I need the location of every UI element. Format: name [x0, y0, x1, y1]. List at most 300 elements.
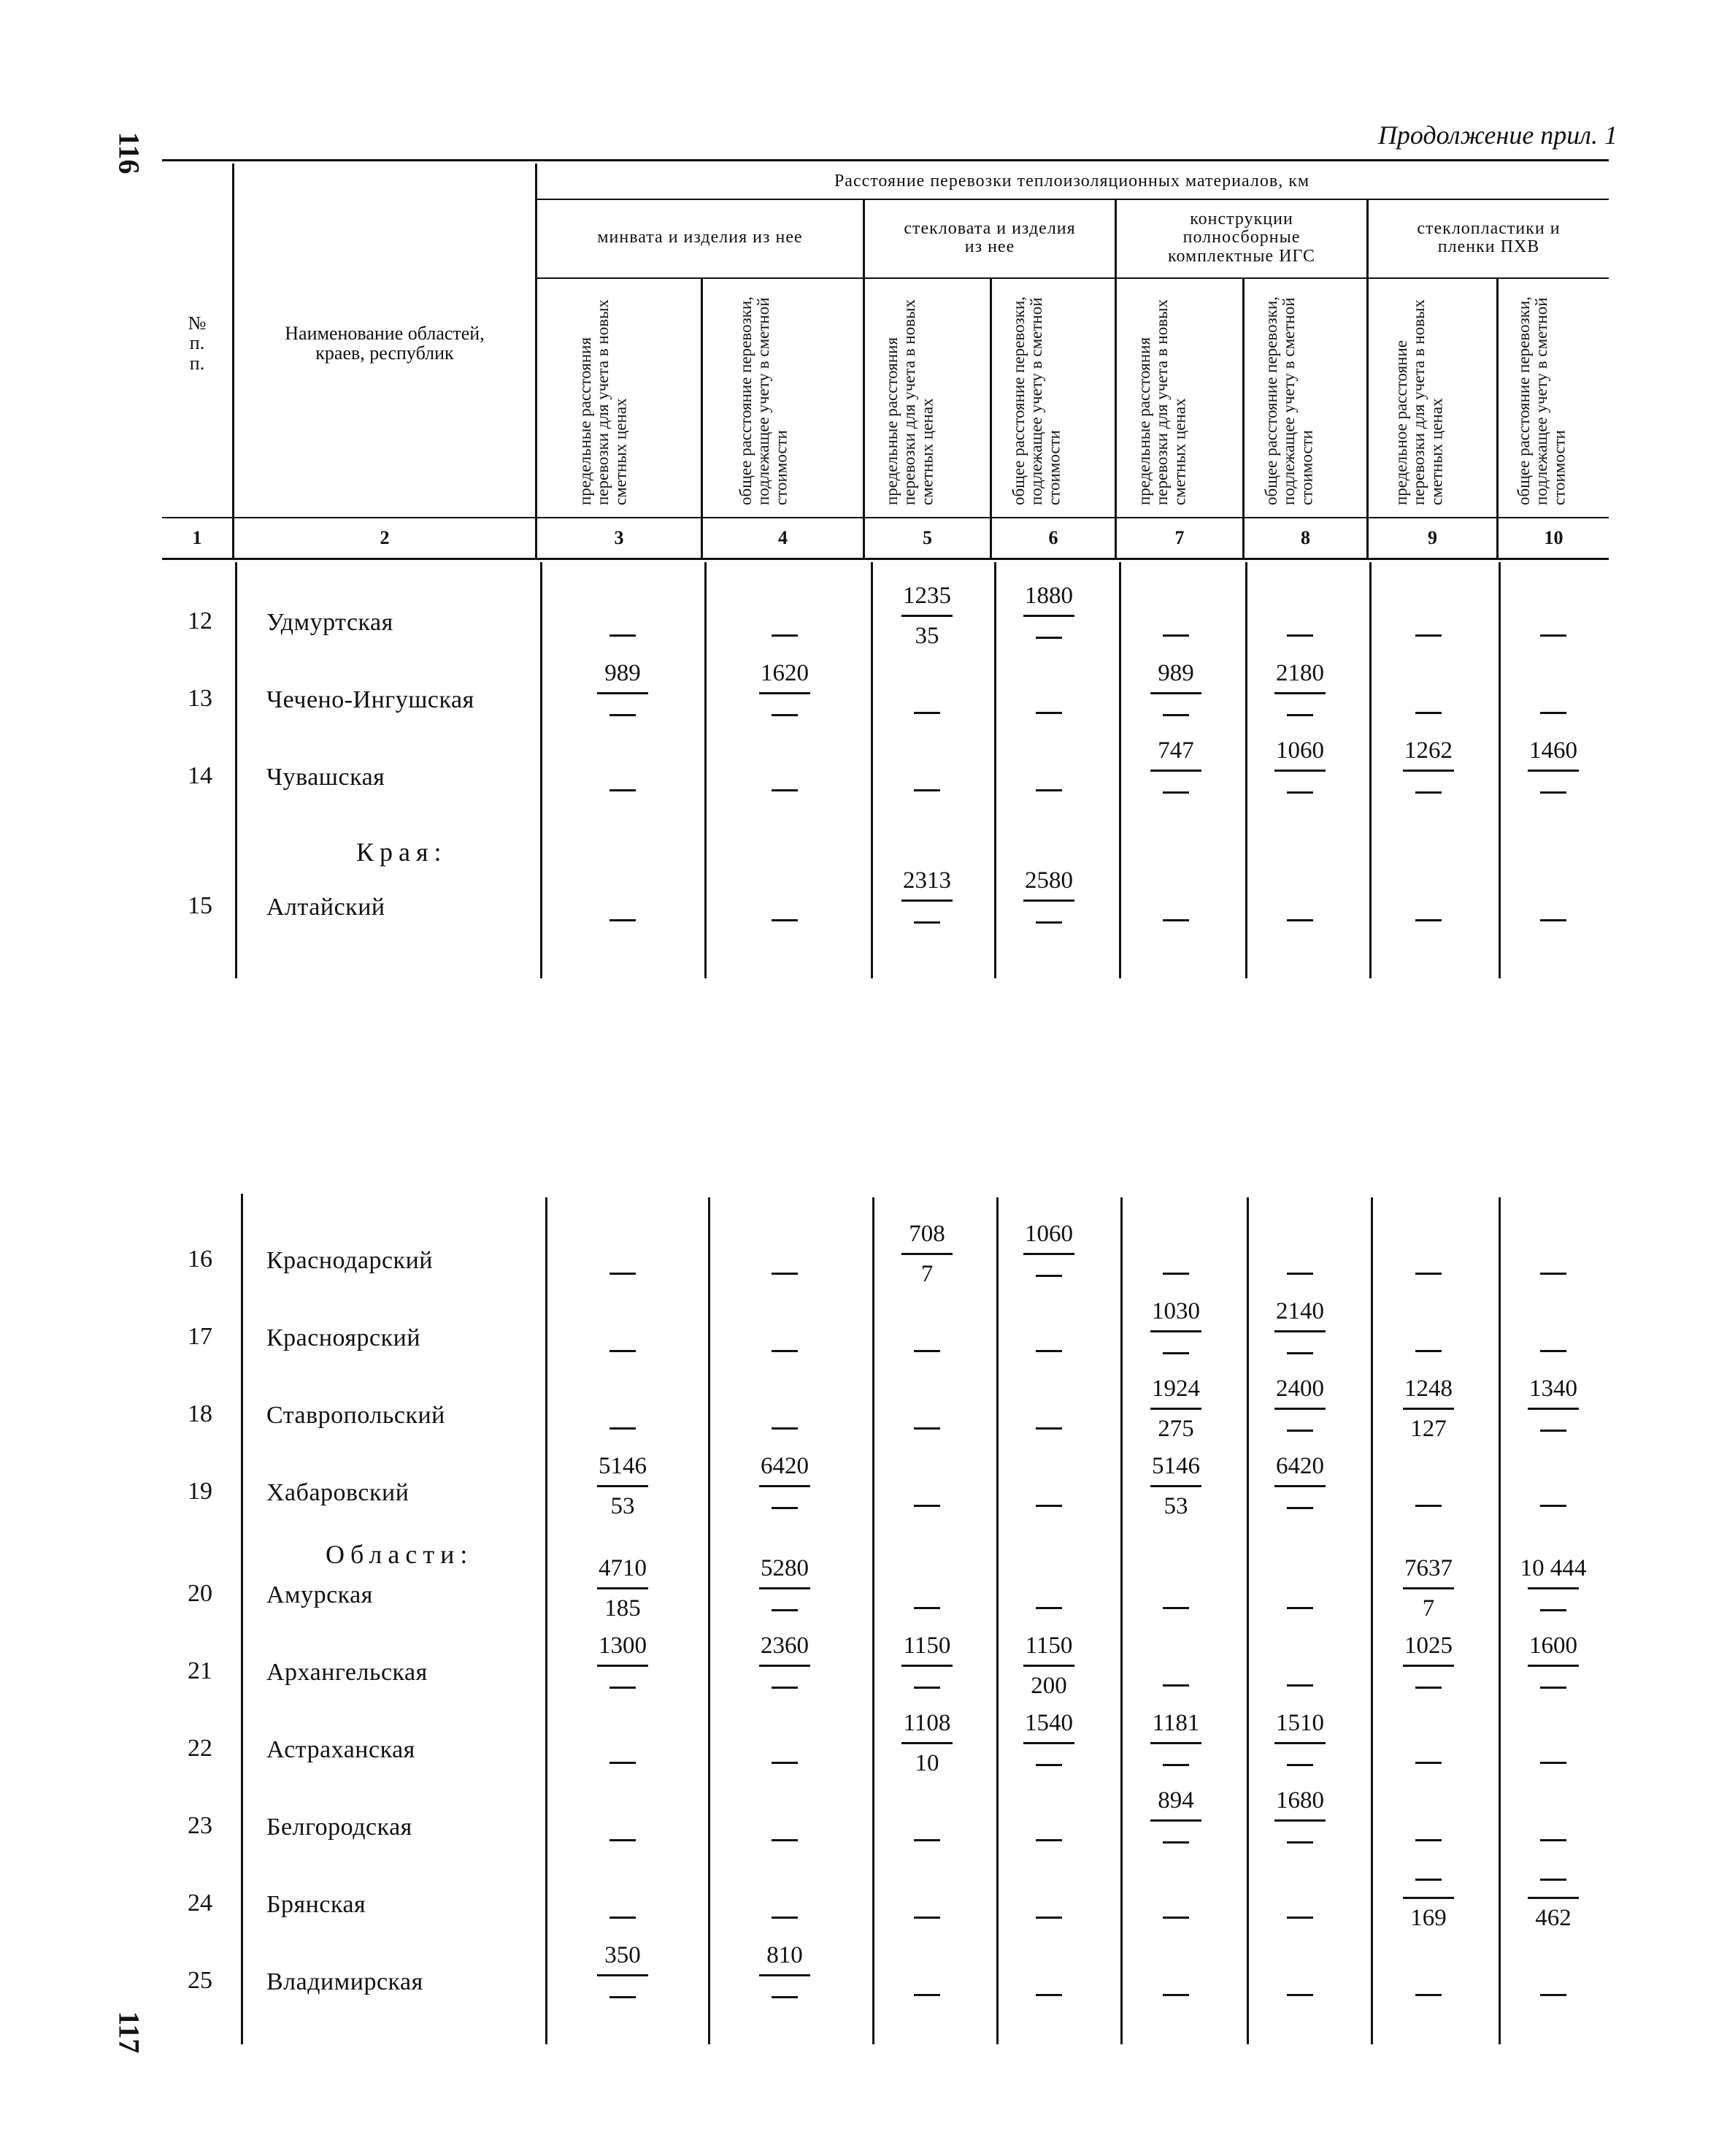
fraction-denominator	[1121, 1332, 1231, 1370]
dash-mark	[1540, 634, 1566, 637]
fraction-numerator: 6420	[1276, 1453, 1324, 1479]
dash-cell	[872, 1491, 982, 1518]
fraction-numerator: 2140	[1276, 1298, 1324, 1324]
fraction-denominator	[730, 1487, 839, 1525]
region-name: Удмуртская	[266, 609, 393, 636]
row-number: 14	[188, 762, 212, 789]
dash-mark	[1540, 1839, 1566, 1841]
dash-mark	[1415, 712, 1442, 714]
fraction-numerator: 708	[909, 1221, 945, 1247]
dash-cell	[1245, 1903, 1355, 1930]
region-name: Белгородская	[266, 1814, 412, 1841]
dash-mark	[1163, 1684, 1189, 1687]
dash-mark	[1415, 1505, 1442, 1507]
dash-mark	[914, 1505, 940, 1507]
dash-mark	[1163, 1917, 1189, 1919]
dash-mark	[1036, 1917, 1062, 1919]
dash-cell	[1374, 1748, 1483, 1775]
fraction-denominator	[730, 1589, 839, 1627]
header-vline-3	[701, 277, 703, 558]
fraction-cell	[730, 1447, 839, 1525]
fraction-cell	[1499, 1370, 1608, 1448]
fraction-cell	[1499, 1859, 1608, 1937]
row-number: 21	[188, 1657, 212, 1684]
dash-mark	[1540, 1762, 1566, 1764]
fraction-cell	[994, 1215, 1104, 1293]
fraction-numerator: 2360	[761, 1633, 809, 1659]
dash-mark	[1287, 634, 1313, 637]
dash-mark	[1540, 1505, 1566, 1507]
fraction-numerator: 1510	[1276, 1710, 1324, 1736]
header-group-stekloplastiki: стеклопластики и пленки ПХВ	[1417, 218, 1561, 256]
fraction-cell	[872, 1704, 982, 1782]
fraction-numerator: 810	[766, 1942, 803, 1968]
row-number: 18	[188, 1400, 212, 1427]
fraction-cell	[1245, 1704, 1355, 1782]
dash-cell	[1374, 621, 1483, 648]
fraction-denominator	[1245, 694, 1355, 732]
fraction-numerator: 1600	[1529, 1633, 1577, 1659]
fraction-numerator: 7637	[1404, 1555, 1453, 1581]
dash-mark	[1036, 789, 1062, 791]
dash-mark	[609, 1273, 636, 1275]
fraction-denominator: 10	[915, 1750, 939, 1776]
fraction-numerator: 350	[604, 1942, 641, 1968]
fraction-denominator: 200	[1031, 1673, 1067, 1699]
dash-cell	[730, 1259, 839, 1286]
fraction-denominator	[1245, 1744, 1355, 1782]
fraction-cell	[730, 654, 839, 732]
dash-cell	[730, 621, 839, 648]
header-subcol-9: предельное расстояние перевозки для учета в новых сметных ценах	[1392, 299, 1446, 505]
header-vline-8	[1366, 200, 1369, 558]
dash-cell	[1121, 1980, 1231, 2007]
dash-mark	[914, 1607, 940, 1609]
dash-cell	[872, 1903, 982, 1930]
header-top-group: Расстояние перевозки теплоизоляционных материалов, км	[834, 172, 1310, 191]
dash-cell	[994, 1903, 1104, 1930]
dash-cell	[568, 1413, 677, 1440]
fraction-cell	[1245, 1370, 1355, 1448]
fraction-denominator: 7	[920, 1261, 934, 1287]
fraction-denominator: 462	[1535, 1905, 1572, 1931]
dash-cell	[1121, 1670, 1231, 1697]
header-subcol-5: предельные расстояния перевозки для учета в новых сметных ценах	[882, 299, 936, 505]
dash-cell	[1245, 905, 1355, 932]
colnum-6: 6	[1048, 527, 1058, 549]
dash-mark	[1287, 1994, 1313, 1996]
dash-cell	[568, 1825, 677, 1852]
fraction-cell	[994, 1704, 1104, 1782]
fraction-denominator	[1121, 1744, 1231, 1782]
fraction-numerator	[1499, 1859, 1608, 1897]
dash-cell	[1121, 1593, 1231, 1620]
header-vline-5	[990, 277, 992, 558]
dash-cell	[1245, 1670, 1355, 1697]
dash-cell	[1245, 621, 1355, 648]
fraction-denominator: 275	[1158, 1416, 1194, 1442]
dash-cell	[994, 1825, 1104, 1852]
dash-cell	[872, 1593, 982, 1620]
fraction-cell	[1245, 732, 1355, 810]
dash-mark	[1415, 919, 1442, 921]
fraction-cell	[1499, 732, 1608, 810]
fraction-cell	[1121, 1292, 1231, 1370]
section-kraya: Края:	[356, 837, 447, 867]
dash-cell	[568, 1748, 677, 1775]
region-name: Чечено-Ингушская	[266, 686, 474, 713]
fraction-denominator: 53	[1163, 1493, 1188, 1519]
fraction-cell	[994, 577, 1104, 655]
dash-cell	[1121, 1259, 1231, 1286]
dash-cell	[1245, 1980, 1355, 2007]
dash-cell	[1374, 1259, 1483, 1286]
continuation-title: Продолжение прил. 1	[1377, 120, 1618, 150]
fraction-denominator	[1121, 1822, 1231, 1860]
region-name: Чувашская	[266, 764, 385, 791]
row-number: 16	[188, 1246, 212, 1273]
fraction-numerator: 1340	[1529, 1376, 1577, 1402]
fraction-numerator: 4710	[599, 1555, 647, 1581]
dash-cell	[1499, 1336, 1608, 1363]
dash-mark	[1036, 1994, 1062, 1996]
dash-cell	[568, 621, 677, 648]
fraction-denominator: 185	[604, 1595, 641, 1622]
fraction-numerator: 1924	[1152, 1376, 1200, 1402]
fraction-numerator: 1150	[903, 1633, 951, 1659]
row-number: 19	[188, 1478, 212, 1505]
dash-mark	[1415, 1350, 1442, 1352]
dash-mark	[1540, 1994, 1566, 1996]
dash-cell	[568, 1903, 677, 1930]
region-name: Владимирская	[266, 1968, 423, 1995]
fraction-numerator: 1248	[1404, 1376, 1453, 1402]
dash-cell	[1245, 1259, 1355, 1286]
dash-mark	[772, 919, 798, 921]
dash-mark	[772, 1273, 798, 1275]
dash-mark	[914, 1917, 940, 1919]
dash-cell	[994, 1413, 1104, 1440]
fraction-numerator: 1262	[1404, 737, 1453, 764]
fraction-cell	[1374, 1859, 1483, 1937]
dash-cell	[994, 1336, 1104, 1363]
colnum-4: 4	[778, 527, 788, 549]
fraction-denominator	[1245, 1487, 1355, 1525]
colnum-9: 9	[1428, 527, 1437, 549]
header-bottom-rule	[162, 558, 1609, 560]
header-subcol-4: общее расстояние перевозки, подлежащее учету в сметной стоимости	[736, 296, 791, 505]
dash-mark	[609, 919, 636, 921]
dash-cell	[730, 1903, 839, 1930]
fraction-denominator	[994, 1744, 1104, 1782]
fraction-denominator: 127	[1410, 1416, 1447, 1442]
fraction-denominator	[1121, 694, 1231, 732]
fraction-denominator	[1245, 1822, 1355, 1860]
fraction-numerator: 1181	[1152, 1710, 1200, 1736]
fraction-numerator: 747	[1158, 737, 1194, 764]
dash-mark	[772, 1762, 798, 1764]
dash-mark	[914, 1839, 940, 1841]
dash-mark	[1163, 919, 1189, 921]
region-name: Брянская	[266, 1891, 366, 1918]
dash-cell	[1121, 1903, 1231, 1930]
dash-mark	[1540, 712, 1566, 714]
dash-mark	[772, 789, 798, 791]
fraction-numerator: 1108	[903, 1710, 951, 1736]
dash-cell	[872, 1825, 982, 1852]
fraction-denominator	[1374, 772, 1483, 810]
dash-cell	[1374, 698, 1483, 725]
dash-cell	[1499, 905, 1608, 932]
dash-mark	[1415, 634, 1442, 637]
dash-mark	[914, 1427, 940, 1430]
dash-mark	[1036, 712, 1062, 714]
dash-mark	[772, 1839, 798, 1841]
fraction-numerator: 1880	[1025, 583, 1073, 609]
dash-mark	[914, 789, 940, 791]
fraction-numerator: 894	[1158, 1787, 1194, 1814]
dash-mark	[609, 1350, 636, 1352]
dash-cell	[872, 1336, 982, 1363]
dash-cell	[1499, 1980, 1608, 2007]
dash-mark	[1036, 1350, 1062, 1352]
header-vline-9	[1496, 277, 1499, 558]
dash-mark	[609, 634, 636, 637]
row-number: 13	[188, 685, 212, 712]
dash-mark	[772, 1427, 798, 1430]
fraction-cell	[1374, 1627, 1483, 1705]
fraction-denominator: 169	[1410, 1905, 1447, 1931]
fraction-cell	[730, 1936, 839, 2014]
dash-cell	[994, 1980, 1104, 2007]
header-group-minvata: минвата и изделия из нее	[597, 228, 803, 248]
colnum-8: 8	[1301, 527, 1310, 549]
fraction-denominator	[1499, 772, 1608, 810]
fraction-denominator	[994, 1255, 1104, 1293]
dash-mark	[1163, 1273, 1189, 1275]
fraction-denominator: 35	[915, 623, 939, 649]
fraction-numerator: 1540	[1025, 1710, 1073, 1736]
fraction-numerator	[1374, 1859, 1483, 1897]
row-number: 24	[188, 1890, 212, 1917]
fraction-numerator: 1150	[1025, 1633, 1073, 1659]
dash-mark	[1036, 1505, 1062, 1507]
region-name: Амурская	[266, 1581, 373, 1608]
body-a-vline-8	[1369, 562, 1372, 978]
fraction-denominator	[568, 1976, 677, 2014]
fraction-denominator	[568, 1667, 677, 1705]
fraction-cell	[568, 1936, 677, 2014]
dash-cell	[1499, 1825, 1608, 1852]
dash-cell	[1121, 905, 1231, 932]
row-number: 25	[188, 1967, 212, 1994]
header-col-name: Наименование областей, краев, республик	[285, 322, 485, 364]
fraction-numerator: 2400	[1276, 1376, 1324, 1402]
colnum-7: 7	[1174, 527, 1185, 549]
fraction-cell	[872, 1215, 982, 1293]
fraction-cell	[568, 1447, 677, 1525]
region-name: Краснодарский	[266, 1247, 433, 1274]
fraction-denominator	[1499, 1667, 1608, 1705]
region-name: Красноярский	[266, 1324, 421, 1351]
fraction-numerator: 1030	[1152, 1298, 1200, 1324]
header-vline-6	[1115, 200, 1117, 558]
fraction-cell	[872, 1627, 982, 1705]
header-vline-4	[863, 200, 865, 558]
dash-mark	[609, 1427, 636, 1430]
dash-cell	[568, 1259, 677, 1286]
header-subcol-10: общее расстояние перевозки, подлежащее учету в сметной стоимости	[1515, 296, 1569, 505]
dash-cell	[1499, 621, 1608, 648]
dash-mark	[914, 712, 940, 714]
header-col-no: № п. п.	[188, 312, 207, 374]
fraction-denominator	[1499, 1410, 1608, 1448]
row-number: 22	[188, 1735, 212, 1762]
fraction-cell	[1499, 1549, 1608, 1627]
header-subcol-8: общее расстояние перевозки, подлежащее учету в сметной стоимости	[1262, 296, 1316, 505]
header-vline-7	[1242, 277, 1245, 558]
dash-mark	[1540, 919, 1566, 921]
dash-cell	[730, 1748, 839, 1775]
dash-cell	[1499, 698, 1608, 725]
row-number: 17	[188, 1323, 212, 1350]
dash-cell	[994, 698, 1104, 725]
dash-mark	[1415, 1273, 1442, 1275]
dash-mark	[772, 1917, 798, 1919]
dash-mark	[1287, 1607, 1313, 1609]
fraction-denominator	[1245, 1332, 1355, 1370]
dash-cell	[1374, 905, 1483, 932]
fraction-numerator: 5146	[1152, 1453, 1200, 1479]
colnum-2: 2	[380, 527, 390, 549]
fraction-cell	[1121, 1704, 1231, 1782]
fraction-cell	[1499, 1627, 1608, 1705]
fraction-numerator: 2180	[1276, 660, 1324, 686]
dash-cell	[1374, 1336, 1483, 1363]
dash-mark	[1540, 1350, 1566, 1352]
fraction-numerator: 5146	[599, 1453, 647, 1479]
header-subcol-3: предельные расстояния перевозки для учета в новых сметных ценах	[576, 299, 630, 505]
dash-cell	[872, 698, 982, 725]
body-b-vline-3	[708, 1197, 710, 2044]
header-rule-subcols	[535, 277, 1609, 279]
colnum-1: 1	[192, 527, 202, 549]
fraction-numerator: 2313	[903, 867, 951, 894]
fraction-cell	[730, 1627, 839, 1705]
colnum-3: 3	[614, 527, 624, 549]
fraction-numerator: 1680	[1276, 1787, 1324, 1814]
region-name: Хабаровский	[266, 1479, 409, 1506]
dash-mark	[1036, 1607, 1062, 1609]
dash-mark	[1415, 1839, 1442, 1841]
dash-cell	[568, 1336, 677, 1363]
dash-mark	[1415, 1994, 1442, 1996]
fraction-numerator: 6420	[761, 1453, 809, 1479]
dash-mark	[1287, 1273, 1313, 1275]
fraction-numerator: 1620	[761, 660, 809, 686]
header-group-konstruktsii: конструкции полносборные комплектные ИГС	[1168, 210, 1315, 266]
dash-mark	[1163, 1607, 1189, 1609]
colnum-10: 10	[1544, 527, 1563, 549]
fraction-cell	[1121, 1781, 1231, 1860]
dash-mark	[1287, 1684, 1313, 1687]
fraction-cell	[1245, 1781, 1355, 1860]
body-a-vline-3	[704, 562, 707, 978]
dash-cell	[994, 775, 1104, 802]
fraction-denominator	[994, 902, 1104, 940]
fraction-numerator: 1235	[903, 583, 951, 609]
dash-cell	[730, 1825, 839, 1852]
header-subcol-6: общее расстояние перевозки, подлежащее учету в сметной стоимости	[1009, 296, 1063, 505]
region-name: Алтайский	[266, 894, 385, 921]
header-subcol-7: предельные расстояния перевозки для учета в новых сметных ценах	[1135, 299, 1189, 505]
fraction-denominator: 7	[1422, 1595, 1435, 1622]
dash-cell	[730, 1413, 839, 1440]
dash-cell	[1499, 1491, 1608, 1518]
dash-cell	[730, 905, 839, 932]
fraction-cell	[1374, 1549, 1483, 1627]
row-number: 23	[188, 1812, 212, 1839]
dash-cell	[730, 1336, 839, 1363]
fraction-numerator: 10 444	[1520, 1555, 1587, 1581]
fraction-denominator	[1121, 772, 1231, 810]
dash-mark	[772, 1350, 798, 1352]
fraction-cell	[1374, 732, 1483, 810]
fraction-cell	[1245, 1292, 1355, 1370]
header-rule-colnums	[162, 517, 1609, 518]
page-number-top: 116	[112, 131, 146, 174]
fraction-cell	[1374, 1370, 1483, 1448]
dash-mark	[609, 1839, 636, 1841]
fraction-denominator: 53	[610, 1493, 635, 1519]
fraction-cell	[994, 1627, 1104, 1705]
region-name: Ставропольский	[266, 1402, 445, 1429]
dash-mark	[609, 1917, 636, 1919]
dash-mark	[772, 634, 798, 637]
fraction-denominator	[730, 1976, 839, 2014]
dash-cell	[872, 775, 982, 802]
fraction-denominator	[872, 1667, 982, 1705]
fraction-denominator	[730, 1667, 839, 1705]
fraction-denominator	[730, 694, 839, 732]
fraction-cell	[1121, 654, 1231, 732]
fraction-denominator	[1374, 1667, 1483, 1705]
dash-cell	[1374, 1980, 1483, 2007]
fraction-numerator: 1060	[1276, 737, 1324, 764]
dash-mark	[1163, 1994, 1189, 1996]
body-a-vline-2	[540, 562, 542, 978]
dash-cell	[1245, 1593, 1355, 1620]
body-b-vline-8	[1371, 1197, 1373, 2044]
dash-mark	[1163, 634, 1189, 637]
fraction-cell	[568, 1549, 677, 1627]
region-name: Архангельская	[266, 1659, 428, 1686]
fraction-denominator	[1245, 1410, 1355, 1448]
body-b-vline-2	[545, 1197, 547, 2044]
fraction-denominator	[1499, 1589, 1608, 1627]
dash-cell	[994, 1491, 1104, 1518]
fraction-cell	[994, 862, 1104, 940]
dash-cell	[568, 775, 677, 802]
fraction-numerator: 2580	[1025, 867, 1073, 894]
section-oblasti: Области:	[326, 1540, 474, 1569]
fraction-cell	[568, 654, 677, 732]
fraction-numerator: 989	[1158, 660, 1194, 686]
fraction-cell	[1121, 732, 1231, 810]
dash-cell	[1499, 1748, 1608, 1775]
region-name: Астраханская	[266, 1736, 415, 1763]
header-group-steklovata: стекловата и изделия из нее	[904, 218, 1076, 256]
